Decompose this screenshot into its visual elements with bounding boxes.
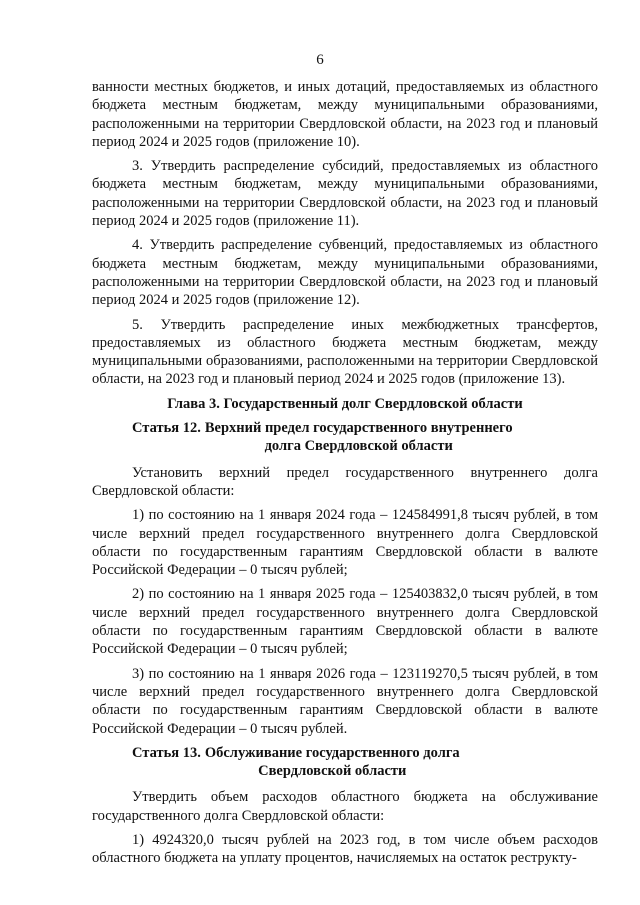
page-content [92, 78, 598, 874]
article-12-label: Статья 12. [132, 420, 201, 437]
chapter-3-heading: Глава 3. Государственный долг Свердловской области [167, 395, 523, 412]
paragraph-debt-2026: 3) по состоянию на 1 января 2026 года – 123119270,5 тысяч рублей, в том числе верхний предел государственного внутреннего долга Свердловской области по государственным гарантиям Свердловской области в валюте Российской Федерации – 0 тысяч рублей. [92, 665, 598, 737]
page-number: 6 [316, 52, 324, 68]
article-13-title-line1: Обслуживание государственного долга [204, 744, 460, 761]
article-13-label: Статья 13. [132, 744, 201, 761]
paragraph-article-13-intro: Утвердить объем расходов областного бюджета на обслуживание государственного долга Свердловской области: [92, 789, 598, 824]
paragraph-article-12-intro: Установить верхний предел государственного внутреннего долга Свердловской области: [92, 464, 598, 499]
paragraph-debt-2024: 1) по состоянию на 1 января 2024 года – 124584991,8 тысяч рублей, в том числе верхний предел государственного внутреннего долга Свердловской области по государственным гарантиям Свердловской области в валюте Российской Федерации – 0 тысяч рублей; [92, 507, 598, 579]
paragraph-item-4: 4. Утвердить распределение субвенций, предоставляемых из областного бюджета местным бюджетам, между муниципальными образованиями, расположенными на территории Свердловской области, на 2023 год и плановый период 2024 и 2025 годов (приложение 12). [92, 237, 598, 309]
paragraph-service-2023: 1) 4924320,0 тысяч рублей на 2023 год, в том числе объем расходов областного бюджета на уплату процентов, начисляемых на остаток реструкту- [92, 831, 598, 867]
paragraph-continuation: ванности местных бюджетов, и иных дотаций, предоставляемых из областного бюджета местным бюджетам, между муниципальными образованиями, расположенными на территории Свердловской области, на 2023 год и плановый период 2024 и 2025 годов (приложение 10). [92, 79, 598, 150]
article-13-title [205, 744, 460, 781]
article-12-title-line1: Верхний предел государственного внутреннего [204, 420, 513, 437]
article-12-title-line2: долга Свердловской области [264, 438, 453, 455]
article-12-heading [92, 419, 598, 456]
article-12-title [205, 419, 513, 456]
article-13-title-line2: Свердловской области [258, 763, 407, 780]
paragraph-item-5: 5. Утвердить распределение иных межбюджетных трансфертов, предоставляемых из областного бюджета местным бюджетам, между муниципальными образованиями, расположенными на территории Свердловской области, на 2023 год и плановый период 2024 и 2025 годов (приложение 13). [92, 316, 598, 388]
paragraph-debt-2025: 2) по состоянию на 1 января 2025 года – 125403832,0 тысяч рублей, в том числе верхний предел государственного внутреннего долга Свердловской области по государственным гарантиям Свердловской области в валюте Российской Федерации – 0 тысяч рублей; [92, 586, 598, 658]
article-13-heading [92, 744, 598, 781]
paragraph-item-3: 3. Утвердить распределение субсидий, предоставляемых из областного бюджета местным бюджетам, между муниципальными образованиями, расположенными на территории Свердловской области, на 2023 год и плановый период 2024 и 2025 годов (приложение 11). [92, 158, 598, 230]
